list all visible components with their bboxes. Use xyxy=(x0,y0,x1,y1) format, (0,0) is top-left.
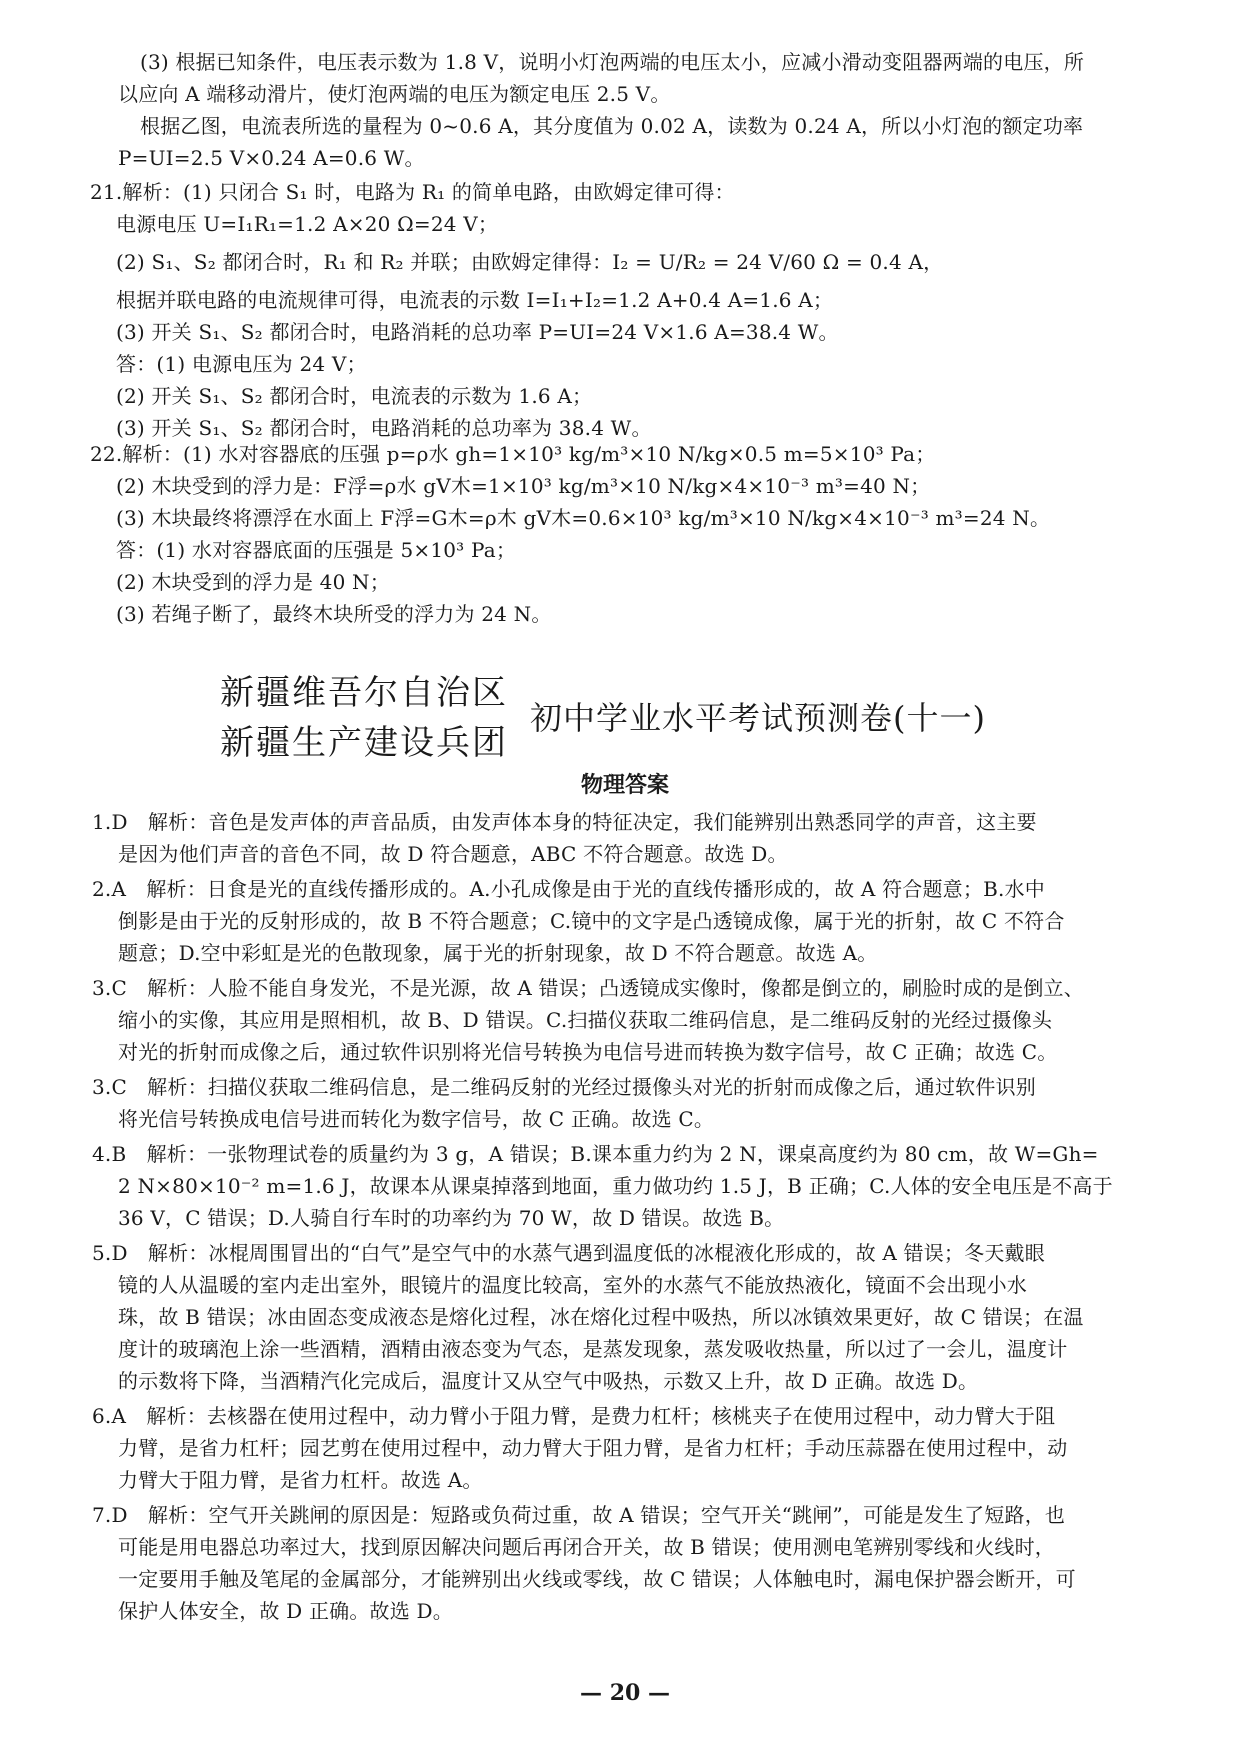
text-line: 镜的人从温暖的室内走出室外，眼镜片的温度比较高，室外的水蒸气不能放热液化，镜面不会出现小水 xyxy=(118,1273,1027,1297)
q20-part3 xyxy=(118,46,1148,174)
text-line: 电源电压 U=I₁R₁=1.2 A×20 Ω=24 V； xyxy=(116,212,499,236)
answer-item xyxy=(92,972,1152,1068)
text-line: 缩小的实像，其应用是照相机，故 B、D 错误。C.扫描仪获取二维码信息，是二维码反射的光经过摄像头 xyxy=(118,1008,1053,1032)
text-line: 7.D 解析：空气开关跳闸的原因是：短路或负荷过重，故 A 错误；空气开关“跳闸”，可能是发生了短路，也 xyxy=(92,1503,1066,1527)
text-line: 的示数将下降，当酒精汽化完成后，温度计又从空气中吸热，示数又上升，故 D 正确。故选 D。 xyxy=(118,1369,979,1393)
exam-title: 初中学业水平考试预测卷(十一) xyxy=(530,699,986,737)
text-line: (2) S₁、S₂ 都闭合时，R₁ 和 R₂ 并联；由欧姆定律得：I₂ = U/R₂ = 24 V/60 Ω = 0.4 A， xyxy=(116,250,944,274)
answer-item xyxy=(92,1237,1152,1397)
text-line: 根据乙图，电流表所选的量程为 0~0.6 A，其分度值为 0.02 A，读数为 0.24 A，所以小灯泡的额定功率 xyxy=(140,114,1084,138)
text-line: (2) 木块受到的浮力是：F浮=ρ水 gV木=1×10³ kg/m³×10 N/kg×4×10⁻³ m³=40 N； xyxy=(116,474,931,498)
text-line: (3) 根据已知条件，电压表示数为 1.8 V，说明小灯泡两端的电压太小，应减小滑动变阻器两端的电压，所 xyxy=(140,50,1085,74)
text-line: 保护人体安全，故 D 正确。故选 D。 xyxy=(118,1599,453,1623)
text-line: (3) 若绳子断了，最终木块所受的浮力为 24 N。 xyxy=(116,602,552,626)
text-line: 3.C 解析：扫描仪获取二维码信息，是二维码反射的光经过摄像头对光的折射而成像之后，通过软件识别 xyxy=(92,1075,1036,1099)
answer-item xyxy=(92,1499,1152,1627)
text-line: (3) 开关 S₁、S₂ 都闭合时，电路消耗的总功率为 38.4 W。 xyxy=(116,416,652,440)
exam-title-banner xyxy=(0,668,1250,772)
answer-item xyxy=(92,1071,1152,1135)
text-line: 根据并联电路的电流规律可得，电流表的示数 I=I₁+I₂=1.2 A+0.4 A=1.6 A； xyxy=(116,288,834,312)
text-line: 力臂，是省力杠杆；园艺剪在使用过程中，动力臂大于阻力臂，是省力杠杆；手动压蒜器在使用过程中，动 xyxy=(118,1436,1068,1460)
text-line: 对光的折射而成像之后，通过软件识别将光信号转换为电信号进而转换为数字信号，故 C 正确；故选 C。 xyxy=(118,1040,1058,1064)
text-line: 答：(1) 电源电压为 24 V； xyxy=(116,352,367,376)
text-line: 力臂大于阻力臂，是省力杠杆。故选 A。 xyxy=(118,1468,483,1492)
text-line: 以应向 A 端移动滑片，使灯泡两端的电压为额定电压 2.5 V。 xyxy=(118,82,671,106)
text-line: 可能是用电器总功率过大，找到原因解决问题后再闭合开关，故 B 错误；使用测电笔辨别零线和火线时， xyxy=(118,1535,1056,1559)
answer-item xyxy=(92,806,1152,870)
answers-list xyxy=(92,806,1152,1627)
region-line-2: 新疆生产建设兵团 xyxy=(220,723,508,763)
region-names xyxy=(220,668,508,768)
text-line: (3) 木块最终将漂浮在水面上 F浮=G木=ρ木 gV木=0.6×10³ kg/m³×10 N/kg×4×10⁻³ m³=24 N。 xyxy=(116,506,1051,530)
text-line: 珠，故 B 错误；冰由固态变成液态是熔化过程，冰在熔化过程中吸热，所以冰镇效果更好，故 C 错误；在温 xyxy=(118,1305,1084,1329)
text-line: 将光信号转换成电信号进而转化为数字信号，故 C 正确。故选 C。 xyxy=(118,1107,715,1131)
answer-item xyxy=(92,873,1152,969)
text-line: 2 N×80×10⁻² m=1.6 J，故课本从课桌掉落到地面，重力做功约 1.5 J，B 正确；C.人体的安全电压是不高于 xyxy=(118,1174,1113,1198)
region-line-1: 新疆维吾尔自治区 xyxy=(220,673,508,713)
q22-solution xyxy=(90,438,1120,630)
text-line: P=UI=2.5 V×0.24 A=0.6 W。 xyxy=(118,146,425,170)
text-line: (3) 开关 S₁、S₂ 都闭合时，电路消耗的总功率 P=UI=24 V×1.6 A=38.4 W。 xyxy=(116,320,839,344)
text-line: 是因为他们声音的音色不同，故 D 符合题意，ABC 不符合题意。故选 D。 xyxy=(118,842,788,866)
text-line: 答：(1) 水对容器底面的压强是 5×10³ Pa； xyxy=(116,538,517,562)
text-line: 1.D 解析：音色是发声体的声音品质，由发声体本身的特征决定，我们能辨别出熟悉同学的声音，这主要 xyxy=(92,810,1037,834)
text-line: 一定要用手触及笔尾的金属部分，才能辨别出火线或零线，故 C 错误；人体触电时，漏电保护器会断开，可 xyxy=(118,1567,1076,1591)
text-line: 题意；D.空中彩虹是光的色散现象，属于光的折射现象，故 D 不符合题意。故选 A。 xyxy=(118,941,878,965)
text-line: 度计的玻璃泡上涂一些酒精，酒精由液态变为气态，是蒸发现象，蒸发吸收热量，所以过了一会儿，温度计 xyxy=(118,1337,1068,1361)
answer-item xyxy=(92,1400,1152,1496)
text-line: 5.D 解析：冰棍周围冒出的“白气”是空气中的水蒸气遇到温度低的冰棍液化形成的，故 A 错误；冬天戴眼 xyxy=(92,1241,1045,1265)
text-line: 36 V，C 错误；D.人骑自行车时的功率约为 70 W，故 D 错误。故选 B。 xyxy=(118,1206,785,1230)
text-line: 6.A 解析：去核器在使用过程中，动力臂小于阻力臂，是费力杠杆；核桃夹子在使用过程中，动力臂大于阻 xyxy=(92,1404,1056,1428)
text-line: (2) 开关 S₁、S₂ 都闭合时，电流表的示数为 1.6 A； xyxy=(116,384,593,408)
answer-item xyxy=(92,1138,1152,1234)
q21-heading: 21.解析：(1) 只闭合 S₁ 时，电路为 R₁ 的简单电路，由欧姆定律可得： xyxy=(90,180,735,204)
text-line: 3.C 解析：人脸不能自身发光，不是光源，故 A 错误；凸透镜成实像时，像都是倒立的，刷脸时成的是倒立、 xyxy=(92,976,1084,1000)
q21-solution xyxy=(90,176,1120,444)
page-number: — 20 — xyxy=(580,1680,670,1706)
text-line: 4.B 解析：一张物理试卷的质量约为 3 g，A 错误；B.课本重力约为 2 N，课桌高度约为 80 cm，故 W=Gh= xyxy=(92,1142,1099,1166)
text-line: 2.A 解析：日食是光的直线传播形成的。A.小孔成像是由于光的直线传播形成的，故 A 符合题意；B.水中 xyxy=(92,877,1045,901)
text-line: (2) 木块受到的浮力是 40 N； xyxy=(116,570,390,594)
q22-heading: 22.解析：(1) 水对容器底的压强 p=ρ水 gh=1×10³ kg/m³×10 N/kg×0.5 m=5×10³ Pa； xyxy=(90,442,936,466)
text-line: 倒影是由于光的反射形成的，故 B 不符合题意；C.镜中的文字是凸透镜成像，属于光的折射，故 C 不符合 xyxy=(118,909,1065,933)
subject-title: 物理答案 xyxy=(580,773,669,798)
